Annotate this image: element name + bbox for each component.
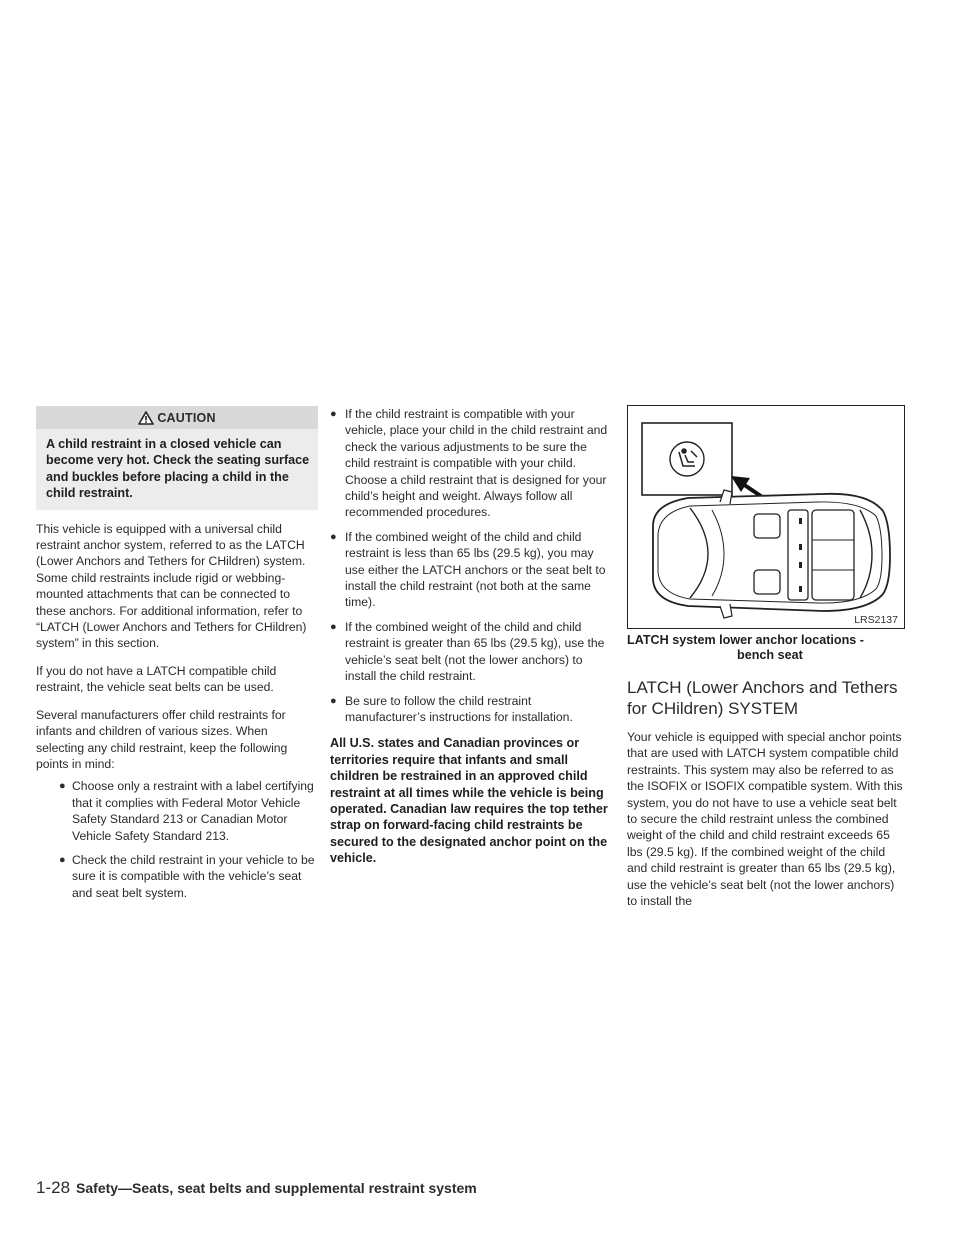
list-item: ● If the combined weight of the child and child restraint is greater than 65 lbs (29.5 kg), use the vehicle’s seat belt (not the lower anchors) to install the child restraint. (330, 619, 605, 684)
bullet-icon: ● (330, 620, 337, 633)
seat-belt-paragraph: If you do not have a LATCH compatible child restraint, the vehicle seat belts can be used. (36, 663, 277, 695)
page-number: 1-28 (36, 1178, 71, 1197)
caution-text: A child restraint in a closed vehicle can become very hot. Check the seating surface and buckles before placing a child in the child restraint. (36, 429, 318, 510)
figure-code: LRS2137 (854, 614, 898, 626)
selection-bullet-list (36, 778, 318, 901)
latch-system-paragraph: Your vehicle is equipped with special anchor points that are used with LATCH system compatible child restraints. This system may also be referred to as the ISOFIX or ISOFIX compatible system. With this system, you do not have to use a vehicle seat belt to secure the child restraint unless the combined weight of the child and child restraint exceeds 65 lbs (29.5 kg). If the combined weight of the child and child restraint is greater than 65 lbs (29.5 kg), use the vehicle’s seat belt (not the lower anchors) to install the (627, 730, 903, 909)
page-footer (36, 1178, 477, 1198)
chapter-title: Safety—Seats, seat belts and supplemental restraint system (76, 1180, 477, 1196)
law-requirement-paragraph: All U.S. states and Canadian provinces or territories require that infants and small children be restrained in an approved child restraint at all times while the vehicle is being operated. Canadian law requires the top tether strap on forward-facing child restraints be secured to the designated anchor point on the vehicle. (330, 736, 608, 866)
bullet-icon: ● (330, 530, 337, 543)
bullet-icon: ● (330, 408, 337, 420)
list-item: ● If the child restraint is compatible with your vehicle, place your child in the child restraint and check the various adjustments to be sure the child restraint is compatible with your child. Choose a child restraint that is designed for your child’s height and weight. Always follow all recommended procedures. (330, 407, 608, 520)
list-item: ● If the combined weight of the child and child restraint is less than 65 lbs (29.5 kg), you may use either the LATCH anchors or the seat belt to install the child restraint (not both at the same time). (330, 529, 606, 610)
bullet-icon: ● (330, 694, 337, 707)
list-item: ● Check the child restraint in your vehicle to be sure it is compatible with the vehicle’s seat and seat belt system. (59, 852, 315, 900)
figure-caption: LATCH system lower anchor locations - bench seat (627, 633, 864, 662)
list-item: ● Choose only a restraint with a label certifying that it complies with Federal Motor Vehicle Safety Standard 213 or Canadian Motor Vehicle Safety Standard 213. (59, 779, 314, 843)
compatibility-bullet-list (330, 406, 613, 725)
bullet-icon: ● (59, 853, 66, 866)
warning-triangle-icon (138, 411, 154, 425)
bullet-icon: ● (59, 780, 66, 793)
latch-intro-paragraph: This vehicle is equipped with a universal child restraint anchor system, referred to as the LATCH (Lower Anchors and Tethers for CHildren) system. Some child restraints include rigid or webbing-mounted attachments that can be connected to these anchors. For additional information, refer to “LATCH (Lower Anchors and Tethers for CHildren) system” in this section. (36, 521, 307, 651)
caution-header (36, 406, 318, 429)
caution-heading: CAUTION (157, 410, 216, 425)
list-item: ● Be sure to follow the child restraint manufacturer’s instructions for installation. (330, 693, 573, 724)
latch-anchor-figure (627, 405, 905, 629)
column-3 (627, 405, 905, 909)
column-2 (330, 406, 613, 867)
section-title: LATCH (Lower Anchors and Tethers for CHildren) SYSTEM (627, 678, 898, 718)
column-1 (36, 406, 318, 909)
vehicle-top-view-illustration (628, 406, 904, 628)
manufacturers-paragraph: Several manufacturers offer child restraints for infants and children of various sizes. When selecting any child restraint, keep the following points in mind: (36, 707, 288, 771)
